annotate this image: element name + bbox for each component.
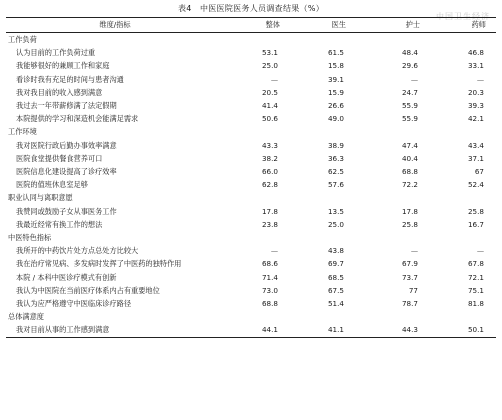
section-title: 工作负荷 [8,35,37,44]
header-doctor: 医生 [290,18,356,33]
value-overall: 20.5 [261,87,278,97]
survey-results-table [6,17,496,338]
value-pharmacist: 37.1 [467,153,484,163]
value-nurse: 55.9 [401,114,418,124]
value-nurse: 24.7 [401,87,418,97]
table-row [6,73,496,86]
value-overall: 73.0 [261,285,278,295]
value-doctor: 26.6 [327,101,344,111]
value-doctor: 38.9 [327,140,344,150]
value-pharmacist: 39.3 [467,101,484,111]
section-row [6,231,496,244]
table-row [6,86,496,99]
indicator-label: 本院提供的学习和深造机会能满足需求 [16,114,139,124]
value-pharmacist: 72.1 [467,272,484,282]
indicator-label: 我在治疗常见病、多发病时发挥了中医药的独特作用 [16,259,182,269]
value-doctor: 68.5 [327,272,344,282]
watermark: 中国卫生经济 [436,12,490,21]
header-dimension: 维度/指标 [6,18,224,33]
value-nurse: 48.4 [401,48,418,58]
section-title: 工作环境 [8,127,37,137]
value-overall: 44.1 [224,323,290,337]
value-pharmacist: 50.1 [430,323,496,337]
section-row [6,191,496,204]
value-nurse: 17.8 [401,206,418,216]
value-pharmacist: 67 [474,167,484,177]
indicator-label: 认为目前的工作负荷过重 [16,48,96,58]
table-row [6,99,496,112]
section-title: 中医特色指标 [8,233,52,243]
value-doctor: 41.1 [290,323,356,337]
indicator-label: 医院的值班休息室足够 [16,180,88,190]
indicator-label: 我能够很好的兼顾工作和家庭 [16,61,110,71]
value-nurse: 47.4 [401,140,418,150]
table-body [6,33,496,338]
value-nurse: 72.2 [401,180,418,190]
header-pharmacist: 药师 [430,18,496,33]
value-overall: 41.4 [261,101,278,111]
table-row [6,218,496,231]
value-pharmacist: 81.8 [467,299,484,309]
value-pharmacist: 52.4 [467,180,484,190]
value-pharmacist: 20.3 [467,87,484,97]
value-doctor: 15.8 [327,61,344,71]
value-doctor: 25.0 [327,219,344,229]
value-overall: 25.0 [261,61,278,71]
value-doctor: 61.5 [327,48,344,58]
indicator-label: 我所开的中药饮片处方点总处方比较大 [16,246,139,256]
value-overall: 66.0 [261,167,278,177]
value-nurse: 73.7 [401,272,418,282]
value-overall: 23.8 [261,219,278,229]
value-pharmacist: 67.8 [467,259,484,269]
section-row [6,33,496,47]
header-row [6,18,496,33]
value-overall: 38.2 [261,153,278,163]
value-pharmacist: — [476,246,484,256]
table-row [6,152,496,165]
table-row [6,112,496,125]
value-nurse: 68.8 [401,167,418,177]
header-nurse: 护士 [356,18,430,33]
value-pharmacist: 46.8 [467,48,484,58]
value-doctor: 62.5 [327,167,344,177]
table-row [6,46,496,59]
value-overall: 53.1 [261,48,278,58]
value-overall: 17.8 [261,206,278,216]
value-doctor: 13.5 [327,206,344,216]
value-pharmacist: 25.8 [467,206,484,216]
value-nurse: — [410,246,418,256]
table-caption: 表4 中医医院医务人员调查结果（%） [177,4,325,13]
indicator-label: 医院食堂提供餐食营养可口 [16,153,103,163]
value-pharmacist: 43.4 [467,140,484,150]
value-doctor: 43.8 [327,246,344,256]
value-doctor: 69.7 [327,259,344,269]
indicator-label: 我认为中医院在当前医疗体系内占有重要地位 [16,285,160,295]
table-row [6,139,496,152]
table-row [6,284,496,297]
indicator-label: 我过去一年带薪修满了法定假期 [16,101,117,111]
table-row [6,59,496,72]
indicator-label: 医院信息化建设提高了诊疗效率 [16,167,117,177]
section-title: 总体满意度 [8,312,44,322]
table-row [6,165,496,178]
value-overall: 71.4 [261,272,278,282]
table-row [6,178,496,191]
table-row [6,244,496,257]
table-row [6,205,496,218]
value-doctor: 39.1 [327,74,344,84]
value-doctor: 67.5 [327,285,344,295]
value-overall: 68.8 [261,299,278,309]
value-nurse: 78.7 [401,299,418,309]
value-doctor: 51.4 [327,299,344,309]
value-pharmacist: 16.7 [467,219,484,229]
table-row [6,271,496,284]
value-nurse: 40.4 [401,153,418,163]
indicator-label: 我对目前从事的工作感到满意 [6,323,224,337]
indicator-label: 我对我目前的收入感到满意 [16,87,103,97]
value-doctor: 36.3 [327,153,344,163]
indicator-label: 我赞同或鼓励子女从事医务工作 [16,206,117,216]
indicator-label: 我认为应严格遵守中医临床诊疗路径 [16,299,132,309]
value-nurse: 44.3 [356,323,430,337]
indicator-label: 本院 / 本科中医诊疗模式有创新 [16,272,117,282]
indicator-label: 我最近经常有换工作的想法 [16,219,103,229]
value-doctor: 15.9 [327,87,344,97]
table-row [6,257,496,270]
indicator-label: 我对医院行政后勤办事效率满意 [16,140,117,150]
table-row [6,297,496,310]
value-overall: 62.8 [261,180,278,190]
section-row [6,310,496,323]
value-overall: 43.3 [261,140,278,150]
indicator-label: 看诊时我有充足的时间与患者沟通 [16,74,124,84]
value-nurse: 67.9 [401,259,418,269]
section-title: 职业认同与离职意愿 [8,193,73,203]
value-pharmacist: 75.1 [467,285,484,295]
value-doctor: 49.0 [327,114,344,124]
value-nurse: 77 [408,285,418,295]
value-nurse: 29.6 [401,61,418,71]
value-overall: 50.6 [261,114,278,124]
value-pharmacist: 42.1 [467,114,484,124]
value-nurse: — [410,74,418,84]
value-nurse: 55.9 [401,101,418,111]
section-row [6,125,496,138]
table-header [6,18,496,33]
value-overall: — [270,74,278,84]
header-overall: 整体 [224,18,290,33]
value-nurse: 25.8 [401,219,418,229]
value-doctor: 57.6 [327,180,344,190]
value-overall: — [270,246,278,256]
value-pharmacist: — [476,74,484,84]
value-pharmacist: 33.1 [467,61,484,71]
table-row [6,323,496,337]
value-overall: 68.6 [261,259,278,269]
